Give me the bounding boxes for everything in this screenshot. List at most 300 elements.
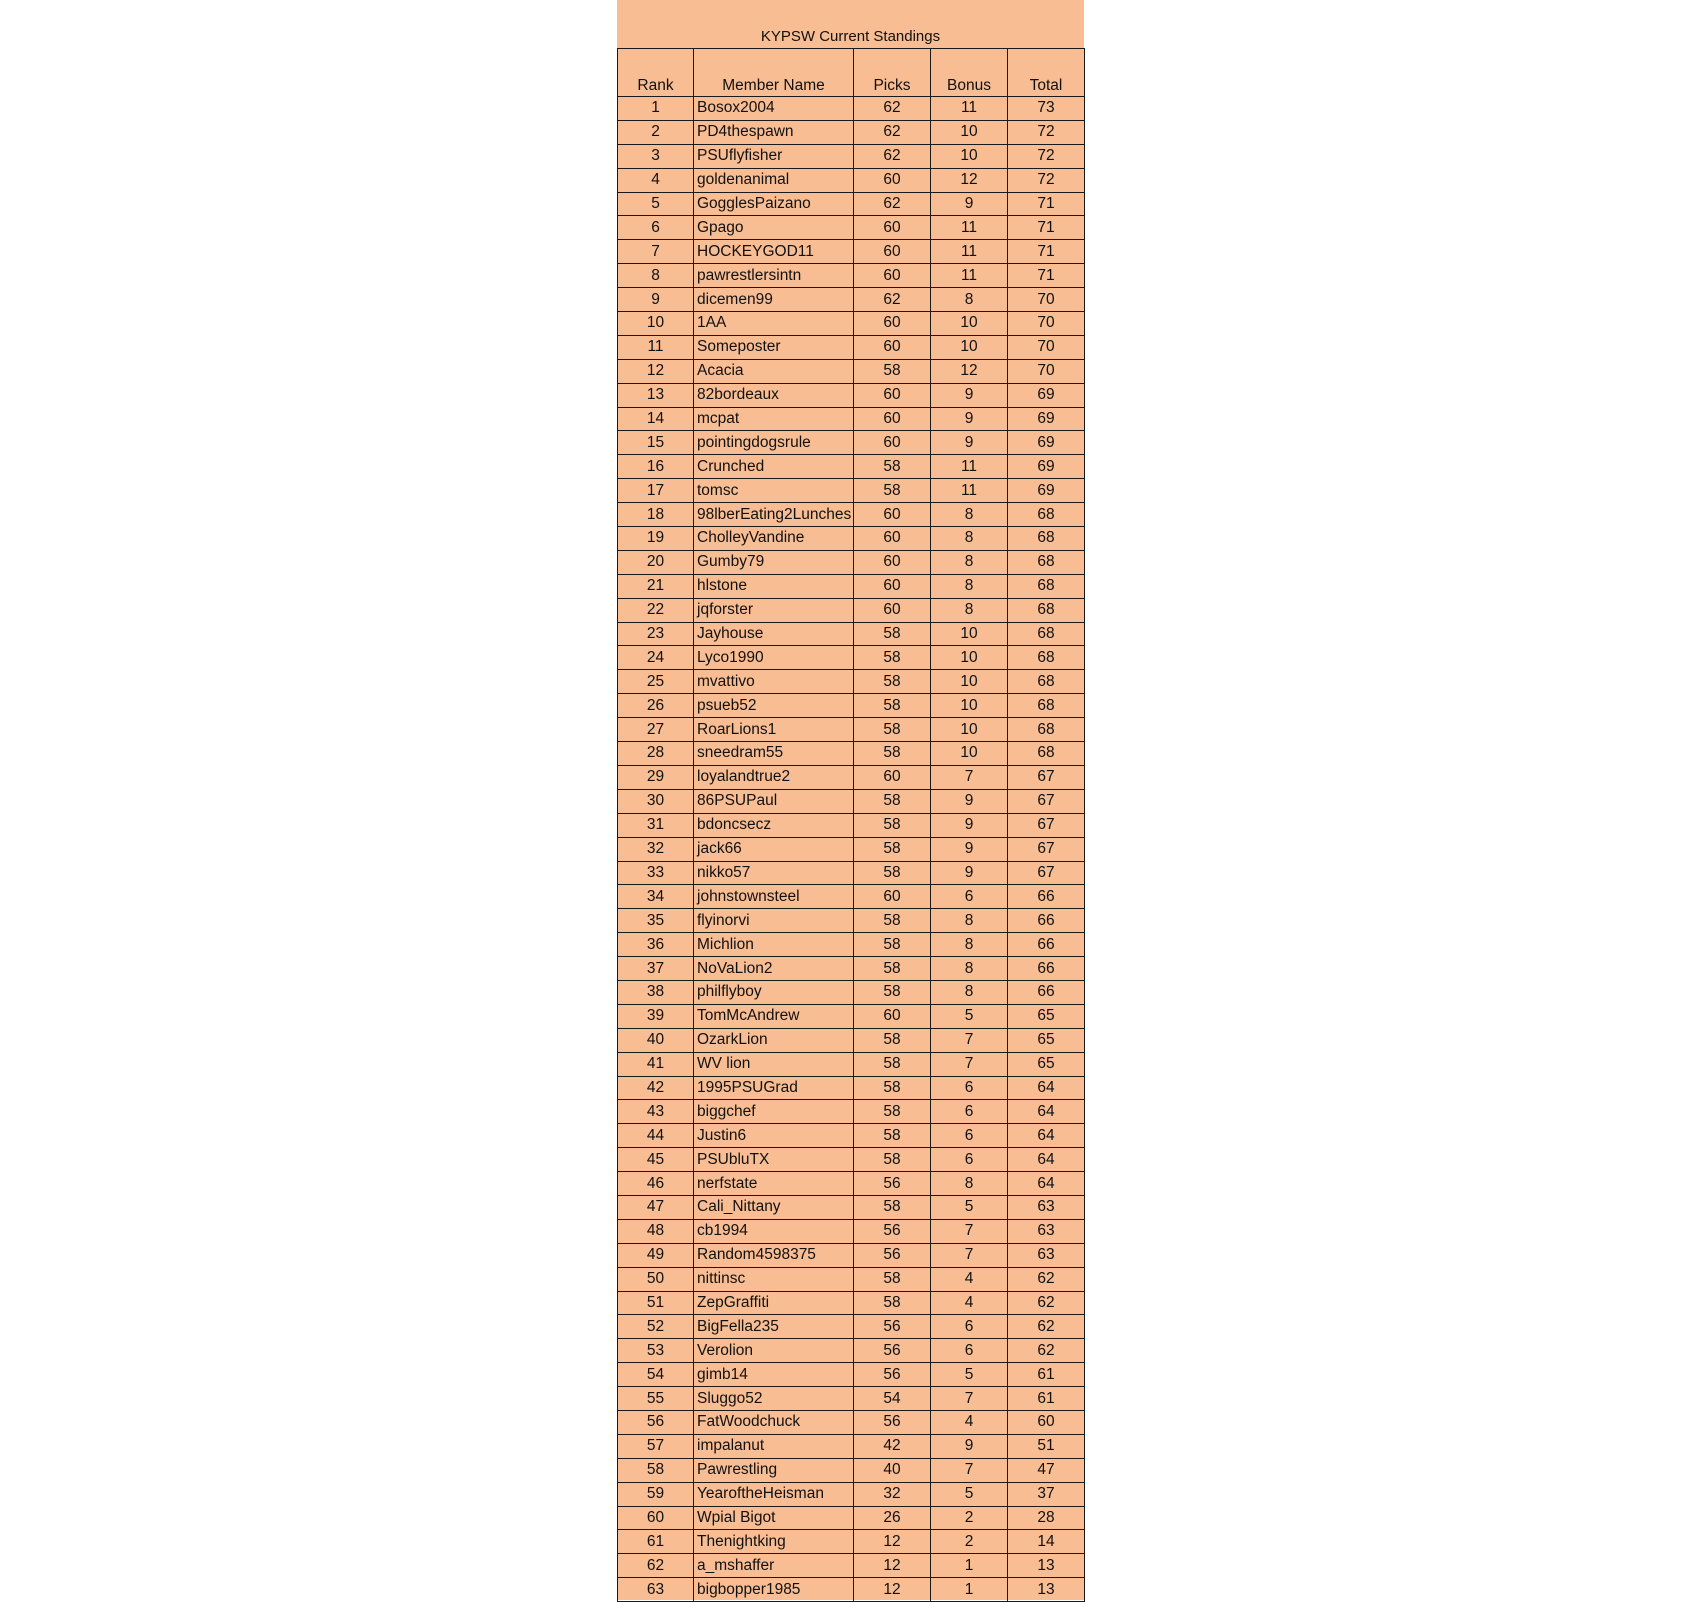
cell-picks: 58 — [854, 694, 931, 718]
cell-total: 67 — [1008, 837, 1085, 861]
table-row — [618, 933, 1085, 957]
cell-total: 67 — [1008, 789, 1085, 813]
cell-bonus: 8 — [931, 503, 1008, 527]
cell-bonus: 7 — [931, 1219, 1008, 1243]
cell-picks: 58 — [854, 1291, 931, 1315]
cell-member-name: WV lion — [694, 1052, 854, 1076]
cell-rank: 58 — [618, 1458, 694, 1482]
cell-picks: 60 — [854, 527, 931, 551]
cell-bonus: 6 — [931, 1100, 1008, 1124]
cell-member-name: NoVaLion2 — [694, 957, 854, 981]
table-row — [618, 646, 1085, 670]
cell-total: 69 — [1008, 407, 1085, 431]
table-row — [618, 1410, 1085, 1434]
cell-bonus: 10 — [931, 120, 1008, 144]
cell-total: 66 — [1008, 933, 1085, 957]
cell-rank: 6 — [618, 216, 694, 240]
table-row — [618, 550, 1085, 574]
table-row — [618, 1387, 1085, 1411]
cell-rank: 20 — [618, 550, 694, 574]
cell-picks: 62 — [854, 288, 931, 312]
cell-picks: 58 — [854, 980, 931, 1004]
cell-picks: 58 — [854, 1148, 931, 1172]
cell-total: 66 — [1008, 980, 1085, 1004]
cell-member-name: PSUflyfisher — [694, 144, 854, 168]
cell-total: 68 — [1008, 503, 1085, 527]
cell-member-name: hlstone — [694, 574, 854, 598]
cell-rank: 38 — [618, 980, 694, 1004]
cell-picks: 12 — [854, 1530, 931, 1554]
cell-picks: 58 — [854, 1124, 931, 1148]
table-row — [618, 574, 1085, 598]
cell-picks: 56 — [854, 1363, 931, 1387]
cell-member-name: Gumby79 — [694, 550, 854, 574]
cell-rank: 23 — [618, 622, 694, 646]
cell-picks: 58 — [854, 622, 931, 646]
cell-member-name: loyalandtrue2 — [694, 765, 854, 789]
cell-picks: 58 — [854, 789, 931, 813]
cell-picks: 60 — [854, 168, 931, 192]
cell-bonus: 9 — [931, 383, 1008, 407]
cell-member-name: HOCKEYGOD11 — [694, 240, 854, 264]
cell-bonus: 1 — [931, 1578, 1008, 1602]
cell-picks: 56 — [854, 1172, 931, 1196]
table-row — [618, 192, 1085, 216]
cell-rank: 15 — [618, 431, 694, 455]
cell-total: 70 — [1008, 288, 1085, 312]
table-row — [618, 909, 1085, 933]
cell-bonus: 6 — [931, 1148, 1008, 1172]
cell-rank: 48 — [618, 1219, 694, 1243]
cell-member-name: PSUbluTX — [694, 1148, 854, 1172]
table-row — [618, 1148, 1085, 1172]
cell-total: 66 — [1008, 909, 1085, 933]
table-row — [618, 335, 1085, 359]
standings-table — [617, 48, 1085, 1602]
table-row — [618, 1363, 1085, 1387]
cell-member-name: RoarLions1 — [694, 718, 854, 742]
cell-member-name: Gpago — [694, 216, 854, 240]
cell-bonus: 11 — [931, 240, 1008, 264]
cell-picks: 12 — [854, 1554, 931, 1578]
cell-picks: 60 — [854, 550, 931, 574]
cell-bonus: 7 — [931, 765, 1008, 789]
cell-bonus: 2 — [931, 1506, 1008, 1530]
cell-bonus: 8 — [931, 598, 1008, 622]
cell-bonus: 11 — [931, 216, 1008, 240]
cell-total: 13 — [1008, 1578, 1085, 1602]
cell-rank: 9 — [618, 288, 694, 312]
cell-bonus: 10 — [931, 694, 1008, 718]
cell-member-name: CholleyVandine — [694, 527, 854, 551]
cell-total: 60 — [1008, 1410, 1085, 1434]
cell-rank: 59 — [618, 1482, 694, 1506]
cell-total: 68 — [1008, 694, 1085, 718]
cell-total: 68 — [1008, 742, 1085, 766]
cell-member-name: pawrestlersintn — [694, 264, 854, 288]
table-row — [618, 1578, 1085, 1602]
cell-total: 47 — [1008, 1458, 1085, 1482]
table-row — [618, 861, 1085, 885]
cell-bonus: 10 — [931, 622, 1008, 646]
cell-rank: 45 — [618, 1148, 694, 1172]
cell-total: 69 — [1008, 479, 1085, 503]
header-row — [618, 49, 1085, 97]
cell-bonus: 11 — [931, 479, 1008, 503]
cell-picks: 58 — [854, 718, 931, 742]
table-row — [618, 264, 1085, 288]
cell-bonus: 6 — [931, 1076, 1008, 1100]
cell-picks: 58 — [854, 742, 931, 766]
table-row — [618, 1219, 1085, 1243]
cell-rank: 50 — [618, 1267, 694, 1291]
table-row — [618, 598, 1085, 622]
cell-bonus: 5 — [931, 1363, 1008, 1387]
cell-total: 63 — [1008, 1219, 1085, 1243]
cell-member-name: FatWoodchuck — [694, 1410, 854, 1434]
cell-rank: 19 — [618, 527, 694, 551]
cell-total: 70 — [1008, 359, 1085, 383]
cell-picks: 58 — [854, 861, 931, 885]
table-row — [618, 837, 1085, 861]
cell-total: 65 — [1008, 1028, 1085, 1052]
cell-picks: 58 — [854, 1052, 931, 1076]
cell-bonus: 6 — [931, 885, 1008, 909]
cell-total: 63 — [1008, 1195, 1085, 1219]
table-row — [618, 670, 1085, 694]
cell-rank: 30 — [618, 789, 694, 813]
cell-member-name: Acacia — [694, 359, 854, 383]
table-row — [618, 527, 1085, 551]
cell-bonus: 10 — [931, 646, 1008, 670]
cell-bonus: 9 — [931, 837, 1008, 861]
table-row — [618, 1052, 1085, 1076]
cell-rank: 2 — [618, 120, 694, 144]
table-row — [618, 383, 1085, 407]
table-body — [618, 97, 1085, 1602]
table-row — [618, 455, 1085, 479]
cell-bonus: 9 — [931, 861, 1008, 885]
cell-rank: 56 — [618, 1410, 694, 1434]
table-row — [618, 622, 1085, 646]
table-row — [618, 1339, 1085, 1363]
cell-member-name: Michlion — [694, 933, 854, 957]
cell-total: 68 — [1008, 718, 1085, 742]
cell-rank: 42 — [618, 1076, 694, 1100]
cell-rank: 49 — [618, 1243, 694, 1267]
cell-bonus: 8 — [931, 288, 1008, 312]
cell-member-name: Jayhouse — [694, 622, 854, 646]
table-row — [618, 144, 1085, 168]
cell-rank: 25 — [618, 670, 694, 694]
cell-picks: 60 — [854, 765, 931, 789]
cell-bonus: 5 — [931, 1482, 1008, 1506]
cell-member-name: 82bordeaux — [694, 383, 854, 407]
cell-picks: 58 — [854, 909, 931, 933]
cell-total: 66 — [1008, 957, 1085, 981]
table-row — [618, 479, 1085, 503]
table-row — [618, 1076, 1085, 1100]
table-row — [618, 718, 1085, 742]
cell-bonus: 10 — [931, 742, 1008, 766]
cell-rank: 35 — [618, 909, 694, 933]
cell-member-name: 98lberEating2Lunches — [694, 503, 854, 527]
cell-picks: 60 — [854, 503, 931, 527]
cell-bonus: 10 — [931, 718, 1008, 742]
cell-total: 37 — [1008, 1482, 1085, 1506]
cell-bonus: 6 — [931, 1315, 1008, 1339]
table-row — [618, 1506, 1085, 1530]
cell-picks: 62 — [854, 97, 931, 121]
table-row — [618, 1554, 1085, 1578]
cell-rank: 57 — [618, 1434, 694, 1458]
cell-total: 68 — [1008, 574, 1085, 598]
cell-bonus: 12 — [931, 168, 1008, 192]
cell-picks: 12 — [854, 1578, 931, 1602]
cell-total: 62 — [1008, 1267, 1085, 1291]
cell-picks: 60 — [854, 885, 931, 909]
cell-rank: 44 — [618, 1124, 694, 1148]
cell-bonus: 9 — [931, 1434, 1008, 1458]
cell-member-name: biggchef — [694, 1100, 854, 1124]
cell-member-name: jack66 — [694, 837, 854, 861]
cell-picks: 58 — [854, 813, 931, 837]
table-row — [618, 1530, 1085, 1554]
cell-member-name: Bosox2004 — [694, 97, 854, 121]
cell-bonus: 10 — [931, 335, 1008, 359]
cell-rank: 26 — [618, 694, 694, 718]
cell-total: 64 — [1008, 1076, 1085, 1100]
cell-rank: 14 — [618, 407, 694, 431]
cell-rank: 60 — [618, 1506, 694, 1530]
table-header — [618, 49, 1085, 97]
table-row — [618, 765, 1085, 789]
cell-total: 67 — [1008, 813, 1085, 837]
cell-bonus: 6 — [931, 1124, 1008, 1148]
cell-total: 70 — [1008, 312, 1085, 336]
cell-rank: 41 — [618, 1052, 694, 1076]
cell-picks: 58 — [854, 1076, 931, 1100]
cell-member-name: tomsc — [694, 479, 854, 503]
cell-bonus: 8 — [931, 933, 1008, 957]
cell-rank: 52 — [618, 1315, 694, 1339]
cell-total: 68 — [1008, 527, 1085, 551]
cell-member-name: jqforster — [694, 598, 854, 622]
cell-picks: 58 — [854, 1195, 931, 1219]
cell-rank: 1 — [618, 97, 694, 121]
cell-rank: 4 — [618, 168, 694, 192]
cell-total: 72 — [1008, 144, 1085, 168]
cell-rank: 53 — [618, 1339, 694, 1363]
cell-rank: 54 — [618, 1363, 694, 1387]
cell-bonus: 5 — [931, 1004, 1008, 1028]
table-row — [618, 1195, 1085, 1219]
table-row — [618, 97, 1085, 121]
table-row — [618, 1434, 1085, 1458]
table-row — [618, 813, 1085, 837]
cell-rank: 3 — [618, 144, 694, 168]
cell-member-name: Cali_Nittany — [694, 1195, 854, 1219]
table-row — [618, 1004, 1085, 1028]
cell-total: 67 — [1008, 861, 1085, 885]
cell-rank: 31 — [618, 813, 694, 837]
cell-member-name: a_mshaffer — [694, 1554, 854, 1578]
cell-bonus: 9 — [931, 813, 1008, 837]
cell-rank: 8 — [618, 264, 694, 288]
cell-bonus: 7 — [931, 1243, 1008, 1267]
cell-picks: 58 — [854, 1267, 931, 1291]
table-row — [618, 1458, 1085, 1482]
table-row — [618, 1291, 1085, 1315]
cell-bonus: 5 — [931, 1195, 1008, 1219]
cell-bonus: 7 — [931, 1387, 1008, 1411]
table-row — [618, 407, 1085, 431]
cell-rank: 62 — [618, 1554, 694, 1578]
cell-picks: 58 — [854, 455, 931, 479]
cell-rank: 40 — [618, 1028, 694, 1052]
cell-bonus: 8 — [931, 527, 1008, 551]
cell-total: 65 — [1008, 1052, 1085, 1076]
cell-rank: 29 — [618, 765, 694, 789]
cell-rank: 21 — [618, 574, 694, 598]
cell-picks: 58 — [854, 479, 931, 503]
cell-bonus: 1 — [931, 1554, 1008, 1578]
column-header-rank: Rank — [618, 49, 694, 97]
cell-picks: 40 — [854, 1458, 931, 1482]
cell-bonus: 11 — [931, 455, 1008, 479]
cell-total: 62 — [1008, 1339, 1085, 1363]
cell-member-name: Random4598375 — [694, 1243, 854, 1267]
cell-picks: 56 — [854, 1219, 931, 1243]
cell-total: 70 — [1008, 335, 1085, 359]
cell-total: 66 — [1008, 885, 1085, 909]
cell-member-name: YearoftheHeisman — [694, 1482, 854, 1506]
column-header-picks: Picks — [854, 49, 931, 97]
table-row — [618, 120, 1085, 144]
cell-member-name: psueb52 — [694, 694, 854, 718]
cell-member-name: bdoncsecz — [694, 813, 854, 837]
table-row — [618, 240, 1085, 264]
cell-rank: 11 — [618, 335, 694, 359]
cell-picks: 58 — [854, 933, 931, 957]
cell-picks: 60 — [854, 383, 931, 407]
cell-member-name: mcpat — [694, 407, 854, 431]
cell-total: 71 — [1008, 264, 1085, 288]
cell-picks: 60 — [854, 312, 931, 336]
cell-rank: 39 — [618, 1004, 694, 1028]
table-row — [618, 1482, 1085, 1506]
cell-bonus: 12 — [931, 359, 1008, 383]
cell-total: 69 — [1008, 383, 1085, 407]
cell-bonus: 7 — [931, 1052, 1008, 1076]
cell-bonus: 9 — [931, 407, 1008, 431]
cell-total: 68 — [1008, 550, 1085, 574]
cell-bonus: 4 — [931, 1267, 1008, 1291]
cell-rank: 36 — [618, 933, 694, 957]
cell-bonus: 8 — [931, 957, 1008, 981]
cell-member-name: philflyboy — [694, 980, 854, 1004]
cell-rank: 51 — [618, 1291, 694, 1315]
cell-member-name: pointingdogsrule — [694, 431, 854, 455]
cell-rank: 17 — [618, 479, 694, 503]
cell-member-name: Wpial Bigot — [694, 1506, 854, 1530]
cell-bonus: 9 — [931, 789, 1008, 813]
cell-rank: 16 — [618, 455, 694, 479]
cell-total: 65 — [1008, 1004, 1085, 1028]
cell-total: 14 — [1008, 1530, 1085, 1554]
cell-picks: 56 — [854, 1243, 931, 1267]
cell-member-name: Lyco1990 — [694, 646, 854, 670]
cell-picks: 60 — [854, 598, 931, 622]
cell-total: 62 — [1008, 1291, 1085, 1315]
cell-rank: 18 — [618, 503, 694, 527]
table-row — [618, 359, 1085, 383]
cell-total: 61 — [1008, 1363, 1085, 1387]
cell-member-name: mvattivo — [694, 670, 854, 694]
cell-picks: 58 — [854, 646, 931, 670]
table-row — [618, 503, 1085, 527]
cell-rank: 22 — [618, 598, 694, 622]
table-row — [618, 1243, 1085, 1267]
cell-member-name: dicemen99 — [694, 288, 854, 312]
cell-total: 71 — [1008, 240, 1085, 264]
cell-rank: 63 — [618, 1578, 694, 1602]
cell-member-name: TomMcAndrew — [694, 1004, 854, 1028]
cell-total: 13 — [1008, 1554, 1085, 1578]
cell-picks: 62 — [854, 144, 931, 168]
cell-member-name: bigbopper1985 — [694, 1578, 854, 1602]
table-row — [618, 1267, 1085, 1291]
table-row — [618, 789, 1085, 813]
table-row — [618, 1028, 1085, 1052]
cell-member-name: Pawrestling — [694, 1458, 854, 1482]
cell-bonus: 8 — [931, 1172, 1008, 1196]
table-row — [618, 216, 1085, 240]
cell-bonus: 10 — [931, 144, 1008, 168]
column-header-bonus: Bonus — [931, 49, 1008, 97]
cell-bonus: 8 — [931, 574, 1008, 598]
cell-member-name: BigFella235 — [694, 1315, 854, 1339]
cell-rank: 12 — [618, 359, 694, 383]
cell-member-name: GogglesPaizano — [694, 192, 854, 216]
cell-bonus: 7 — [931, 1028, 1008, 1052]
cell-member-name: sneedram55 — [694, 742, 854, 766]
table-row — [618, 431, 1085, 455]
cell-picks: 58 — [854, 837, 931, 861]
table-row — [618, 1100, 1085, 1124]
cell-member-name: 1AA — [694, 312, 854, 336]
cell-total: 67 — [1008, 765, 1085, 789]
table-row — [618, 312, 1085, 336]
cell-member-name: Thenightking — [694, 1530, 854, 1554]
table-row — [618, 1172, 1085, 1196]
cell-picks: 58 — [854, 359, 931, 383]
cell-member-name: Someposter — [694, 335, 854, 359]
cell-picks: 60 — [854, 335, 931, 359]
cell-rank: 55 — [618, 1387, 694, 1411]
table-row — [618, 1124, 1085, 1148]
cell-rank: 32 — [618, 837, 694, 861]
cell-bonus: 11 — [931, 97, 1008, 121]
cell-member-name: cb1994 — [694, 1219, 854, 1243]
cell-rank: 27 — [618, 718, 694, 742]
cell-total: 72 — [1008, 168, 1085, 192]
column-header-total: Total — [1008, 49, 1085, 97]
sheet-title: KYPSW Current Standings — [760, 28, 941, 45]
cell-bonus: 10 — [931, 670, 1008, 694]
cell-rank: 61 — [618, 1530, 694, 1554]
cell-picks: 60 — [854, 216, 931, 240]
